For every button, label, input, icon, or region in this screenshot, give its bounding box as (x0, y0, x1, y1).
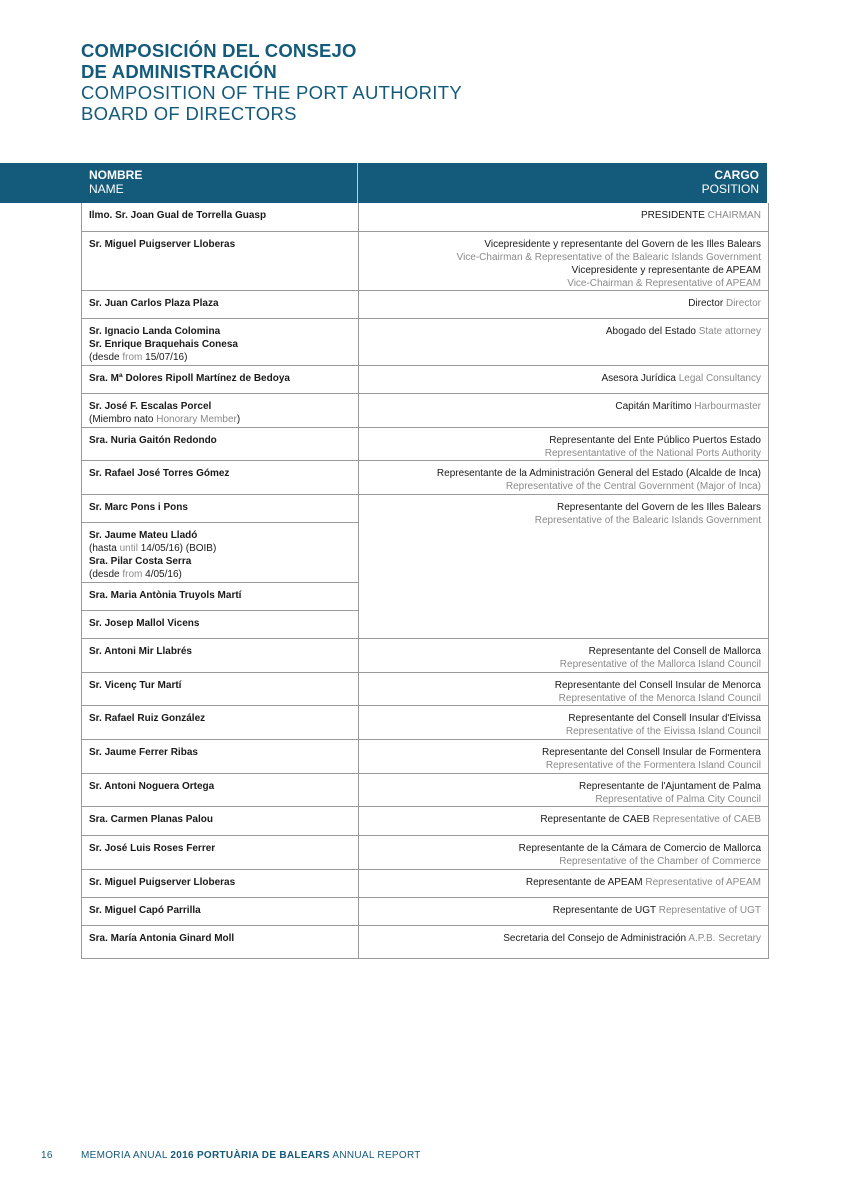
table-row: Sr. Antoni Noguera Ortega Representante de l'Ajuntament de Palma Representative of Palma City Council (82, 774, 768, 807)
table-row: Sr. Antoni Mir Llabrés Representante del Consell de Mallorca Representative of the Mallorca Island Council (82, 639, 768, 673)
table-row: Sr. Jaume Ferrer Ribas Representante del Consell Insular de Formentera Representative of the Formentera Island Council (82, 740, 768, 774)
footer-report-title: MEMORIA ANUAL 2016 PORTUÀRIA DE BALEARS ANNUAL REPORT (81, 1150, 421, 1161)
board-table (81, 203, 769, 959)
table-row: Sra. Carmen Planas Palou Representante de CAEB Representative of CAEB (82, 807, 768, 836)
table-row: Sr. Miguel Capó Parrilla Representante de UGT Representative of UGT (82, 898, 768, 926)
header-position: CARGO POSITION (701, 168, 759, 196)
page-title (81, 40, 781, 124)
table-row: Sr. Jaume Mateu Lladó (hasta until 14/05/16) (BOIB) Sra. Pilar Costa Serra (desde from 4/05/16) (82, 523, 359, 583)
table-row: Sr. Marc Pons i Pons (82, 495, 359, 523)
table-row: Sr. Rafael José Torres Gómez Representante de la Administración General del Estado (Alcalde de Inca) Representative of the Central Government (Major of Inca) (82, 461, 768, 495)
table-row: Sra. María Antonia Ginard Moll Secretaria del Consejo de Administración A.P.B. Secretary (89, 933, 761, 944)
table-row: Sr. Vicenç Tur Martí Representante del Consell Insular de Menorca Representative of the Menorca Island Council (82, 673, 768, 706)
title-english-line-2: BOARD OF DIRECTORS (81, 103, 297, 124)
table-row: Sr. Josep Mallol Vicens (89, 618, 200, 629)
table-header (0, 163, 767, 203)
table-row: Sr. Miguel Puigserver Lloberas Vicepresidente y representante del Govern de les Illes Balears Vice-Chairman & Representative of the Balearic Islands Government Vicepresidente y representante de APEAM Vice-Chairman & Representative of APEAM (82, 232, 768, 291)
title-spanish-line-2: DE ADMINISTRACIÓN (81, 61, 277, 82)
title-spanish-line-1: COMPOSICIÓN DEL CONSEJO (81, 40, 357, 61)
table-row: Sr. Juan Carlos Plaza Plaza Director Director (82, 291, 768, 319)
table-row: Sr. Miguel Puigserver Lloberas Representante de APEAM Representative of APEAM (82, 870, 768, 898)
title-english-line-1: COMPOSITION OF THE PORT AUTHORITY (81, 82, 462, 103)
table-row: Sr. Ignacio Landa Colomina Sr. Enrique Braquehais Conesa (desde from 15/07/16) Abogado del Estado State attorney (82, 319, 768, 366)
table-row: Sr. José Luis Roses Ferrer Representante de la Cámara de Comercio de Mallorca Representative of the Chamber of Commerce (82, 836, 768, 870)
table-row: Sr. Rafael Ruiz González Representante del Consell Insular d'Eivissa Representative of the Eivissa Island Council (82, 706, 768, 740)
header-divider (357, 163, 358, 203)
table-row: Sra. Maria Antònia Truyols Martí (82, 583, 359, 611)
table-row-group: Representante del Govern de les Illes Balears Representative of the Balearic Islands Government (82, 495, 768, 639)
table-row: Sr. José F. Escalas Porcel (Miembro nato Honorary Member) Capitán Marítimo Harbourmaster (82, 394, 768, 428)
table-row: Ilmo. Sr. Joan Gual de Torrella Guasp PRESIDENTE CHAIRMAN (82, 203, 768, 232)
table-row: Sra. Nuria Gaitón Redondo Representante del Ente Público Puertos Estado Representantative of the National Ports Authority (82, 428, 768, 461)
header-name: NOMBRE NAME (89, 168, 143, 196)
table-row: Sra. Mª Dolores Ripoll Martínez de Bedoya Asesora Jurídica Legal Consultancy (82, 366, 768, 394)
page-number: 16 (41, 1150, 53, 1161)
